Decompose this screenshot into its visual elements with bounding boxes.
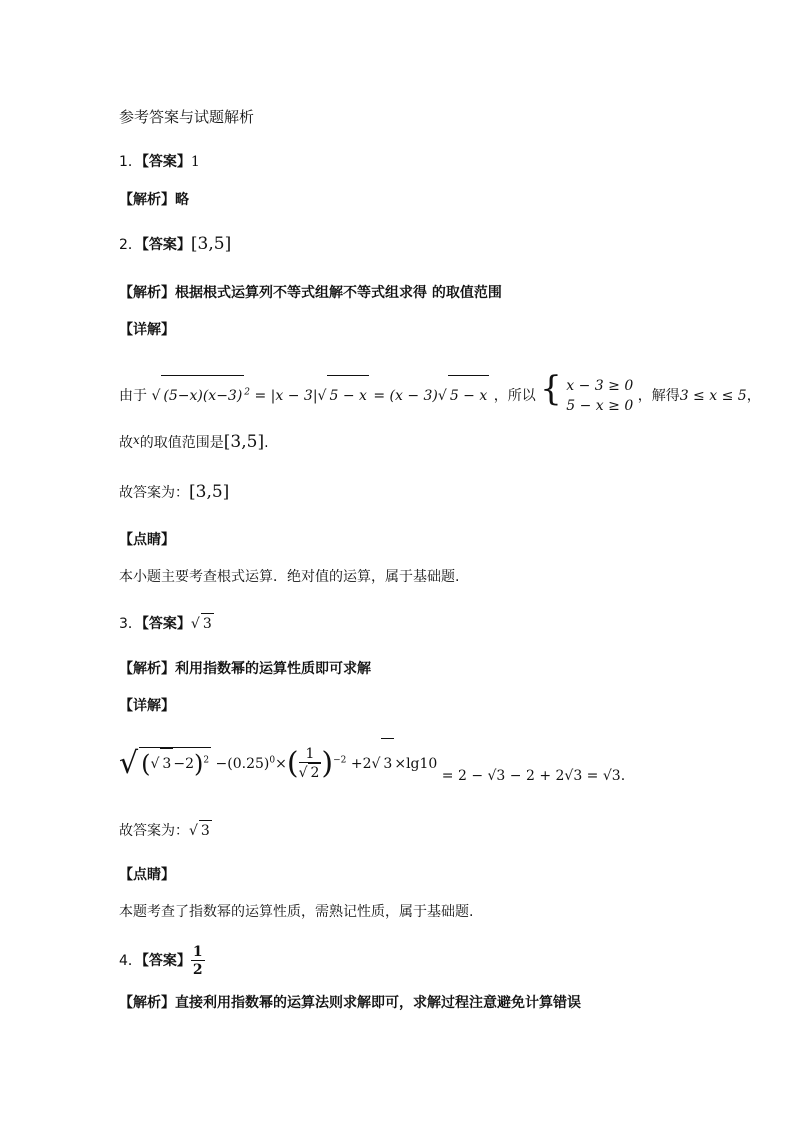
q3-comment-tag: 【点睛】 (119, 867, 175, 883)
q3-answer (119, 613, 214, 634)
q2-analysis (119, 283, 502, 303)
page-title: 参考答案与试题解析 (119, 108, 255, 126)
q2-detail-tag: 【详解】 (119, 322, 175, 338)
q2-solve: ，解得 (637, 388, 680, 404)
q3-final: 故答案为：√ 3 (119, 820, 212, 841)
q3-answer-tag: 【答案】 (141, 616, 191, 632)
q4-analysis (119, 993, 581, 1013)
q4-analysis-text: 直接利用指数幂的运算法则求解即可，求解过程注意避免计算错误 (175, 995, 581, 1011)
q1-analysis (119, 190, 189, 210)
q4-answer (119, 943, 205, 979)
q2-analysis-text: 根据根式运算列不等式组解不等式组求得 的取值范围 (175, 285, 502, 301)
q3-answer-value: √ 3 (191, 616, 214, 632)
q1-analysis-text: 略 (175, 192, 189, 208)
q2-detail-line2: 故x的取值范围是[3,5]. (119, 432, 269, 452)
q2-answer-value: [3,5] (190, 234, 232, 254)
q2-expression: √ (5−x)(x−3) $^2$ = |x − 3|√ 5 − x = (x − 3)√ 5 − x (151, 388, 489, 404)
q2-number: 2． (119, 237, 142, 253)
q4-answer-tag: 【答案】 (141, 953, 191, 969)
inequality-system: x − 3 ≥ 0 5 − x ≥ 0 (566, 378, 634, 414)
q2-answer-tag: 【答案】 (141, 237, 191, 253)
q2-final: 故答案为：[3,5] (119, 482, 230, 502)
q2-comment-tag: 【点睛】 (119, 532, 175, 548)
q1-answer (119, 152, 200, 172)
q2-inequality: 3 ≤ x ≤ 5 (679, 388, 747, 404)
q1-answer-value: 1 (190, 154, 200, 170)
q2-analysis-tag: 【解析】 (119, 285, 175, 301)
q2-so: ，所以 (493, 388, 536, 404)
q3-number: 3． (119, 616, 142, 632)
q2-answer (119, 234, 231, 255)
q1-analysis-tag: 【解析】 (119, 192, 175, 208)
system-brace: { (540, 369, 562, 409)
q3-equation: √ (√ $3 -2)^2 -(0.25)^0\times$( $\frac{1}{√ 2}$ )$^{-2}$ +2√ 3 ×lg10 = 2 − √3 − 2 + 2√3 = √3. (119, 738, 625, 788)
q3-detail-tag: 【详解】 (119, 698, 175, 714)
q4-answer-fraction: $\frac{1}{2}$ (192, 943, 203, 978)
q2-detail-prefix: 由于 (119, 388, 147, 404)
q4-analysis-tag: 【解析】 (119, 995, 175, 1011)
q1-number: 1． (119, 154, 142, 170)
q2-detail-line1: 由于 √ (5−x)(x−3) $^2$ = |x − 3|√ 5 − x = (x − 3)√ 5 − x ，所以 { x − 3 ≥ 0 5 − x ≥ 0 ，解得3 ≤ x ≤ 5， (119, 369, 761, 414)
q4-number: 4． (119, 953, 142, 969)
q3-comment: 本题考查了指数幂的运算性质，需熟记性质，属于基础题. (119, 904, 474, 920)
q3-analysis (119, 659, 371, 679)
variable-x: x (133, 433, 140, 447)
q1-answer-tag: 【答案】 (141, 154, 191, 170)
q2-comment: 本小题主要考查根式运算．绝对值的运算，属于基础题. (119, 569, 460, 585)
q3-analysis-tag: 【解析】 (119, 661, 175, 677)
q3-analysis-text: 利用指数幂的运算性质即可求解 (175, 661, 371, 677)
